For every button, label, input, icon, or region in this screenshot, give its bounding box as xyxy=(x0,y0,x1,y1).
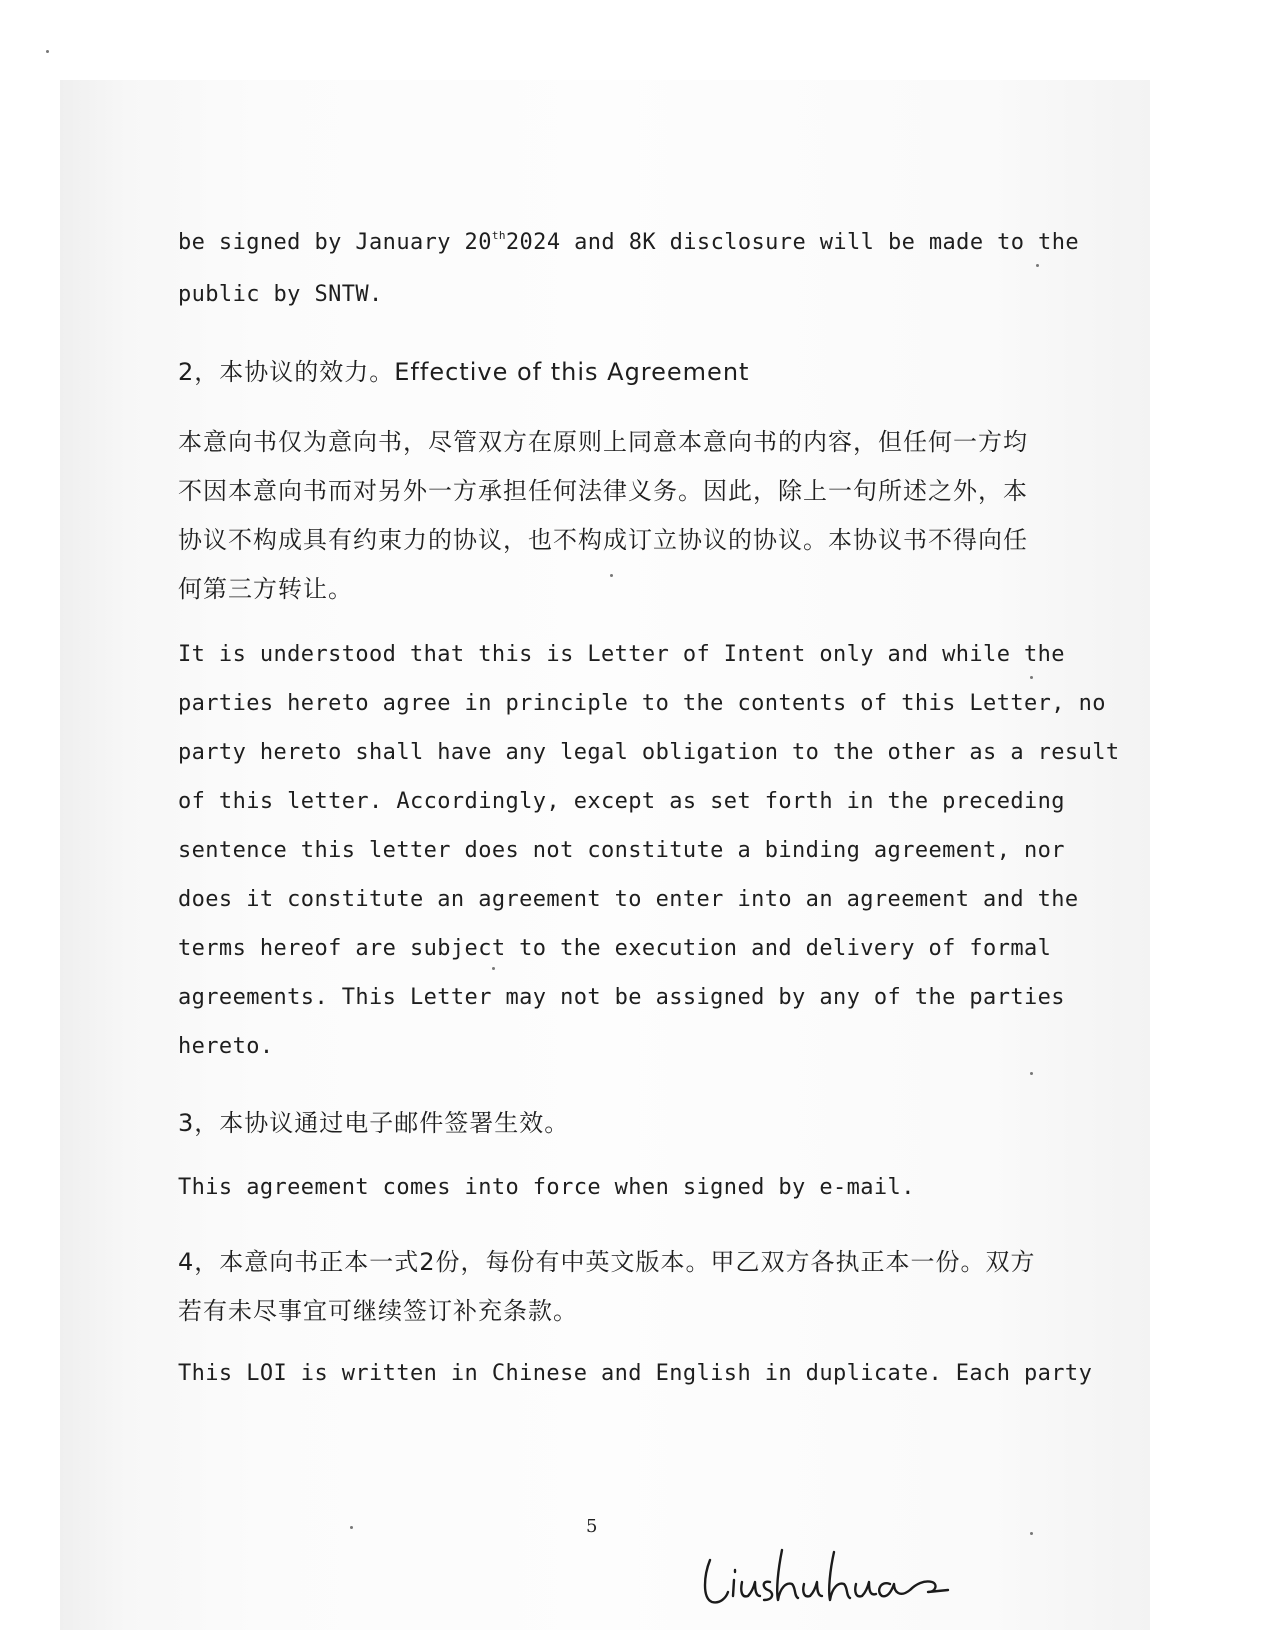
text-line: This LOI is written in Chinese and English in duplicate. Each party xyxy=(178,1361,1093,1386)
scan-speck xyxy=(492,967,495,970)
text-line: of this letter. Accordingly, except as set forth in the preceding xyxy=(178,789,1065,814)
text-line: It is understood that this is Letter of Intent only and while the xyxy=(178,642,1065,667)
text-line: 本意向书仅为意向书，尽管双方在原则上同意本意向书的内容，但任何一方均 xyxy=(178,428,1028,456)
scan-speck xyxy=(1030,1072,1033,1075)
scan-speck xyxy=(350,1526,353,1529)
text-line: 协议不构成具有约束力的协议，也不构成订立协议的协议。本协议书不得向任 xyxy=(178,526,1028,554)
signature xyxy=(700,1530,1000,1620)
section-heading: 2，本协议的效力。Effective of this Agreement xyxy=(178,358,750,386)
text-line: This agreement comes into force when signed by e-mail. xyxy=(178,1175,915,1200)
text-line: hereto. xyxy=(178,1034,274,1059)
page-number: 5 xyxy=(586,1516,598,1537)
text-line: 若有未尽事宜可继续签订补充条款。 xyxy=(178,1297,578,1325)
scan-speck xyxy=(610,574,613,577)
text-line: 4，本意向书正本一式2份，每份有中英文版本。甲乙双方各执正本一份。双方 xyxy=(178,1248,1036,1276)
scan-speck xyxy=(46,50,49,53)
text-line: be signed by January 20th2024 and 8K disclosure will be made to the xyxy=(178,229,1079,255)
text-line: sentence this letter does not constitute a binding agreement, nor xyxy=(178,838,1065,863)
text-line: party hereto shall have any legal obligation to the other as a result xyxy=(178,740,1120,765)
section-heading: 3，本协议通过电子邮件签署生效。 xyxy=(178,1109,570,1137)
scan-speck xyxy=(1030,676,1033,679)
scan-speck xyxy=(1030,1532,1033,1535)
text-line: does it constitute an agreement to enter into an agreement and the xyxy=(178,887,1079,912)
text-line: 何第三方转让。 xyxy=(178,575,353,603)
text-line: 不因本意向书而对另外一方承担任何法律义务。因此，除上一句所述之外，本 xyxy=(178,477,1028,505)
scan-speck xyxy=(1036,264,1039,267)
text-line: agreements. This Letter may not be assigned by any of the parties xyxy=(178,985,1065,1010)
text-line: parties hereto agree in principle to the contents of this Letter, no xyxy=(178,691,1106,716)
text-line: terms hereof are subject to the execution and delivery of formal xyxy=(178,936,1052,961)
text-line: public by SNTW. xyxy=(178,282,383,307)
